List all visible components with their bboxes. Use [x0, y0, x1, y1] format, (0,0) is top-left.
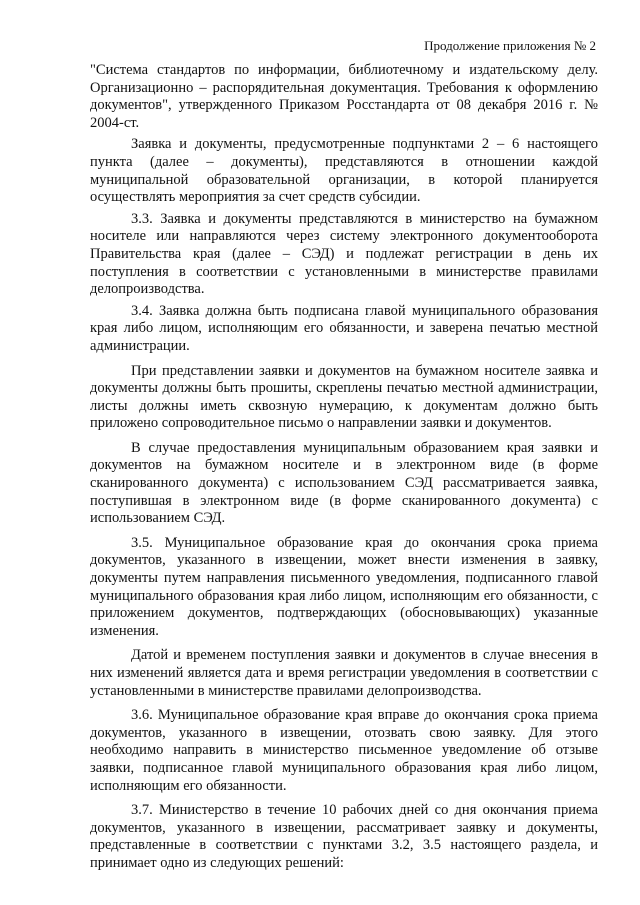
paragraph-3-7: 3.7. Министерство в течение 10 рабочих дней со дня окончания приема документов, указанного в извещении, рассматривает заявку и документы, представленные в соответствии с пунктами 3.2, 3.5 настоящего раздела, и принимает одно из следующих решений:	[90, 802, 598, 871]
paragraph-changes-date: Датой и временем поступления заявки и документов в случае внесения в них изменений является дата и время регистрации уведомления в соответствии с установленными в министерстве правилами делопроизводства.	[90, 647, 598, 699]
paragraph-3-5: 3.5. Муниципальное образование края до окончания срока приема документов, указанного в извещении, может внести изменения в заявку, документы путем направления письменного уведомления, подписанного главой муниципального образования края либо лицом, исполняющим его обязанности, с приложением документов, подтверждающих (обосновывающих) указанные изменения.	[90, 534, 598, 639]
paragraph-3-4: 3.4. Заявка должна быть подписана главой муниципального образования края либо лицом, исполняющим его обязанности, и заверена печатью местной администрации.	[90, 302, 598, 354]
paragraph-electronic-submission: В случае предоставления муниципальным образованием края заявки и документов на бумажном носителе и в электронном виде (в форме сканированного документа) с использованием СЭД рассматривается заявка, поступившая в электронном виде (в форме сканированного документа) с использованием СЭД.	[90, 439, 598, 527]
page-header: Продолжение приложения № 2	[424, 38, 596, 53]
paragraph-documents-scope: Заявка и документы, предусмотренные подпунктами 2 – 6 настоящего пункта (далее – документы), представляются в отношении каждой муниципальной образовательной организации, в которой планируется осуществлять мероприятия за счет средств субсидии.	[90, 136, 598, 206]
document-body	[90, 62, 598, 877]
paragraph-standard-reference: "Система стандартов по информации, библиотечному и издательскому делу. Организационно – распорядительная документация. Требования к оформлению документов", утвержденного Приказом Росстандарта от 08 декабря 2016 г. № 2004-ст.	[90, 62, 598, 131]
paragraph-3-3: 3.3. Заявка и документы представляются в министерство на бумажном носителе или направляются через систему электронного документооборота Правительства края (далее – СЭД) и подлежат регистрации в день их поступления в соответствии с установленными в министерстве правилами делопроизводства.	[90, 210, 598, 298]
paragraph-paper-submission: При представлении заявки и документов на бумажном носителе заявка и документы должны быть прошиты, скреплены печатью местной администрации, листы должны иметь сквозную нумерацию, к документам должно быть приложено сопроводительное письмо о направлении заявки и документов.	[90, 362, 598, 432]
paragraph-3-6: 3.6. Муниципальное образование края вправе до окончания срока приема документов, указанного в извещении, отозвать свою заявку. Для этого необходимо направить в министерство письменное уведомление об отзыве заявки, подписанное главой муниципального образования края либо лицом, исполняющим его обязанности.	[90, 707, 598, 794]
